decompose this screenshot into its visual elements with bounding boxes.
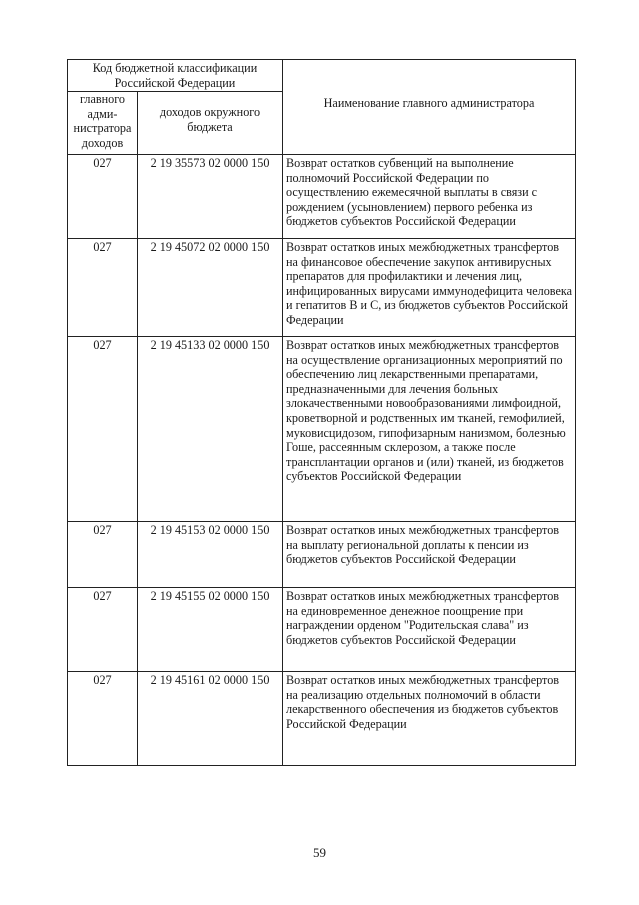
table-row xyxy=(68,588,576,672)
row-admin-code: 027 xyxy=(68,672,138,766)
budget-classification-table xyxy=(67,59,576,766)
table-header-row xyxy=(68,60,576,92)
row-administrator-name: Возврат остатков иных межбюджетных трансфертов на осуществление организационных мероприятий по обеспечению лиц лекарственными препаратами, предназначенными для лечения больных злокачественными новообразованиями лимфоидной, кроветворной и родственных им тканей, гемофилией, муковисцидозом, гипофизарным нанизмом, болезнью Гоше, рассеянным склерозом, а также после трансплантации органов и (или) тканей, из бюджетов субъектов Российской Федерации xyxy=(283,337,576,522)
table-row xyxy=(68,155,576,239)
row-budget-code: 2 19 45153 02 0000 150 xyxy=(138,522,283,588)
row-admin-code: 027 xyxy=(68,588,138,672)
row-budget-code: 2 19 45133 02 0000 150 xyxy=(138,337,283,522)
row-administrator-name: Возврат остатков иных межбюджетных трансфертов на финансовое обеспечение закупок антивирусных препаратов для профилактики и лечения лиц, инфицированных вирусами иммунодефицита человека и гепатитов В и С, из бюджетов субъектов Российской Федерации xyxy=(283,239,576,337)
row-administrator-name: Возврат остатков иных межбюджетных трансфертов на выплату региональной доплаты к пенсии из бюджетов субъектов Российской Федерации xyxy=(283,522,576,588)
row-administrator-name: Возврат остатков иных межбюджетных трансфертов на реализацию отдельных полномочий в области лекарственного обеспечения из бюджетов субъектов Российской Федерации xyxy=(283,672,576,766)
header-chief-administrator: главного адми-нистратора доходов xyxy=(68,92,138,155)
table-row xyxy=(68,522,576,588)
row-administrator-name: Возврат остатков субвенций на выполнение полномочий Российской Федерации по осуществлению ежемесячной выплаты в связи с рождением (усыновлением) первого ребенка из бюджетов субъектов Российской Федерации xyxy=(283,155,576,239)
header-administrator-name: Наименование главного администратора xyxy=(283,60,576,155)
row-budget-code: 2 19 45161 02 0000 150 xyxy=(138,672,283,766)
row-administrator-name: Возврат остатков иных межбюджетных трансфертов на единовременное денежное поощрение при награждении орденом "Родительская слава" из бюджетов субъектов Российской Федерации xyxy=(283,588,576,672)
table-row xyxy=(68,672,576,766)
row-admin-code: 027 xyxy=(68,239,138,337)
header-district-budget-revenue: доходов окружного бюджета xyxy=(138,92,283,155)
table-row xyxy=(68,337,576,522)
row-budget-code: 2 19 35573 02 0000 150 xyxy=(138,155,283,239)
row-budget-code: 2 19 45072 02 0000 150 xyxy=(138,239,283,337)
page-number: 59 xyxy=(313,845,326,860)
row-admin-code: 027 xyxy=(68,155,138,239)
row-budget-code: 2 19 45155 02 0000 150 xyxy=(138,588,283,672)
row-admin-code: 027 xyxy=(68,522,138,588)
row-admin-code: 027 xyxy=(68,337,138,522)
table-row xyxy=(68,239,576,337)
header-budget-code-group: Код бюджетной классификации Российской Федерации xyxy=(68,60,283,92)
